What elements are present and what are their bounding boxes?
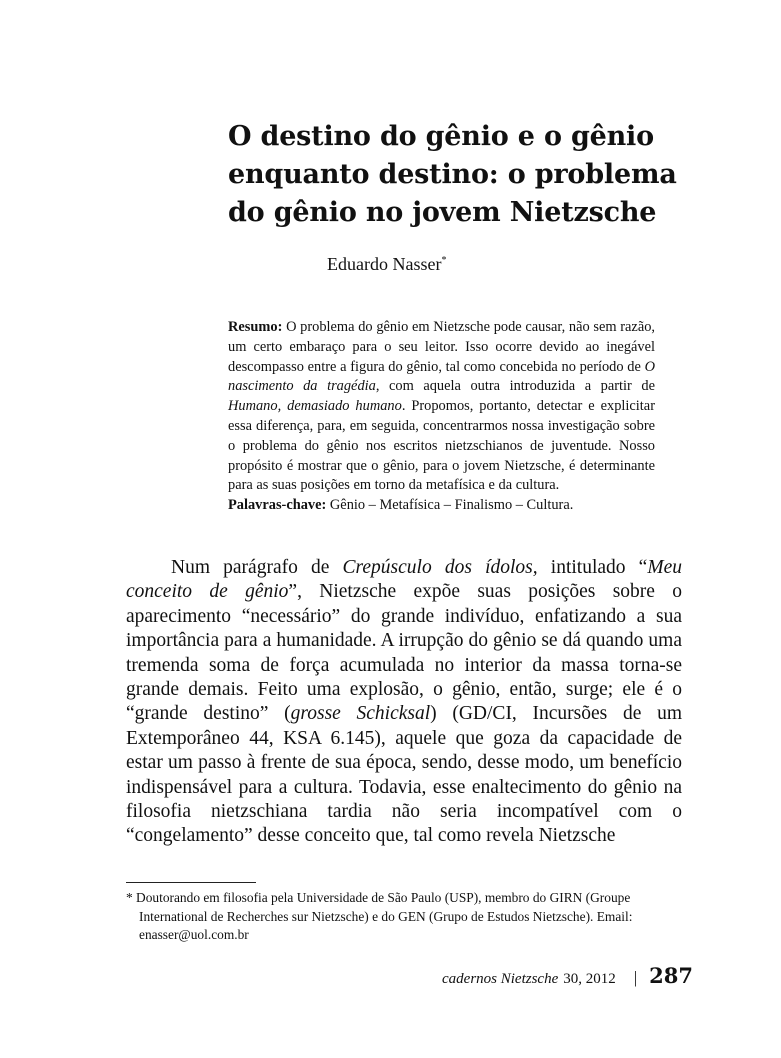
body-text-2: intitulado “ [537,557,648,578]
keywords-label: Palavras-chave: [228,497,327,514]
journal-name: cadernos Nietzsche [442,971,559,987]
body-text-4: ) (GD/CI, Incursões de um Extemporâneo 44, KSA 6.145), aquele que goza da capacidade de estar um passo à frente de sua época, sendo, desse modo, um benefício indispensável para a cultura. Todavia, esse enaltecimento do gênio na filosofia nietzschiana tardia não seria incompatível com o “congelamento” desse conceito que, tal como revela Nietzsche [126,703,682,847]
journal-volume: 30, 2012 [563,971,616,987]
body-italic-2: Meu conceito de gênio [126,557,682,603]
abstract-text-1: O problema do gênio em Nietzsche pode causar, não sem razão, um certo embaraço para o seu leitor. Isso ocorre devido ao inegável descompasso entre a figura do gênio, tal como concebida no período de [228,319,655,375]
author-name-text: Eduardo Nasser [327,254,442,274]
body-text-3: ”, Nietzsche expõe suas posições sobre o aparecimento “necessário” do grande indivíduo, enfatizando a sua importância para a humanidade. A irrupção do gênio se dá quando uma tremenda soma de força acumulada no interior da massa torna-se grande demais. Feito uma explosão, o gênio, então, surge; ele é o “grande destino” ( [126,581,682,725]
abstract-book-title-1: O nascimento da tragédia [228,358,655,395]
article-title: O destino do gênio e o gênio enquanto destino: o problema do gênio no jovem Nietzsche [228,121,677,228]
body-italic-1: Crepúsculo dos ídolos, [342,557,538,578]
body-text-1: Num parágrafo de [171,557,343,578]
abstract-label: Resumo: [228,319,283,335]
body-paragraph [126,556,682,849]
author-name [327,254,446,275]
footnote [126,889,682,945]
keywords-line [228,496,655,516]
footnote-text: Doutorando em filosofia pela Universidade de São Paulo (USP), membro do GIRN (Groupe International de Recherches sur Nietzsche) e do GEN (Grupo de Estudos Nietzsche). Email: enasser@uol.com.br [132,890,633,942]
abstract-text-3: . Propomos, portanto, detectar e explicitar essa diferença, para, em seguida, concentrarmos nossa investigação sobre o problema do gênio nos escritos nietzschianos de juventude. Nosso propósito é mostrar que o gênio, para o jovem Nietzsche, é determinante para as suas posições em torno da metafísica e da cultura. [228,398,655,494]
abstract-paragraph [228,318,655,496]
footnote-divider [126,882,256,883]
footer-separator: | [633,968,638,987]
keywords-text: Gênio – Metafísica – Finalismo – Cultura. [326,497,574,514]
body-italic-3: grosse Schicksal [290,703,431,725]
page-footer [442,963,693,988]
page-number: 287 [649,963,693,988]
abstract [228,318,655,516]
abstract-book-title-2: Humano, demasiado humano [228,398,402,415]
footnote-mark: * [126,890,133,905]
body-text [126,556,682,849]
author-footnote-mark: * [441,255,447,266]
abstract-text-2: , com aquela outra introduzida a partir de [375,378,655,395]
